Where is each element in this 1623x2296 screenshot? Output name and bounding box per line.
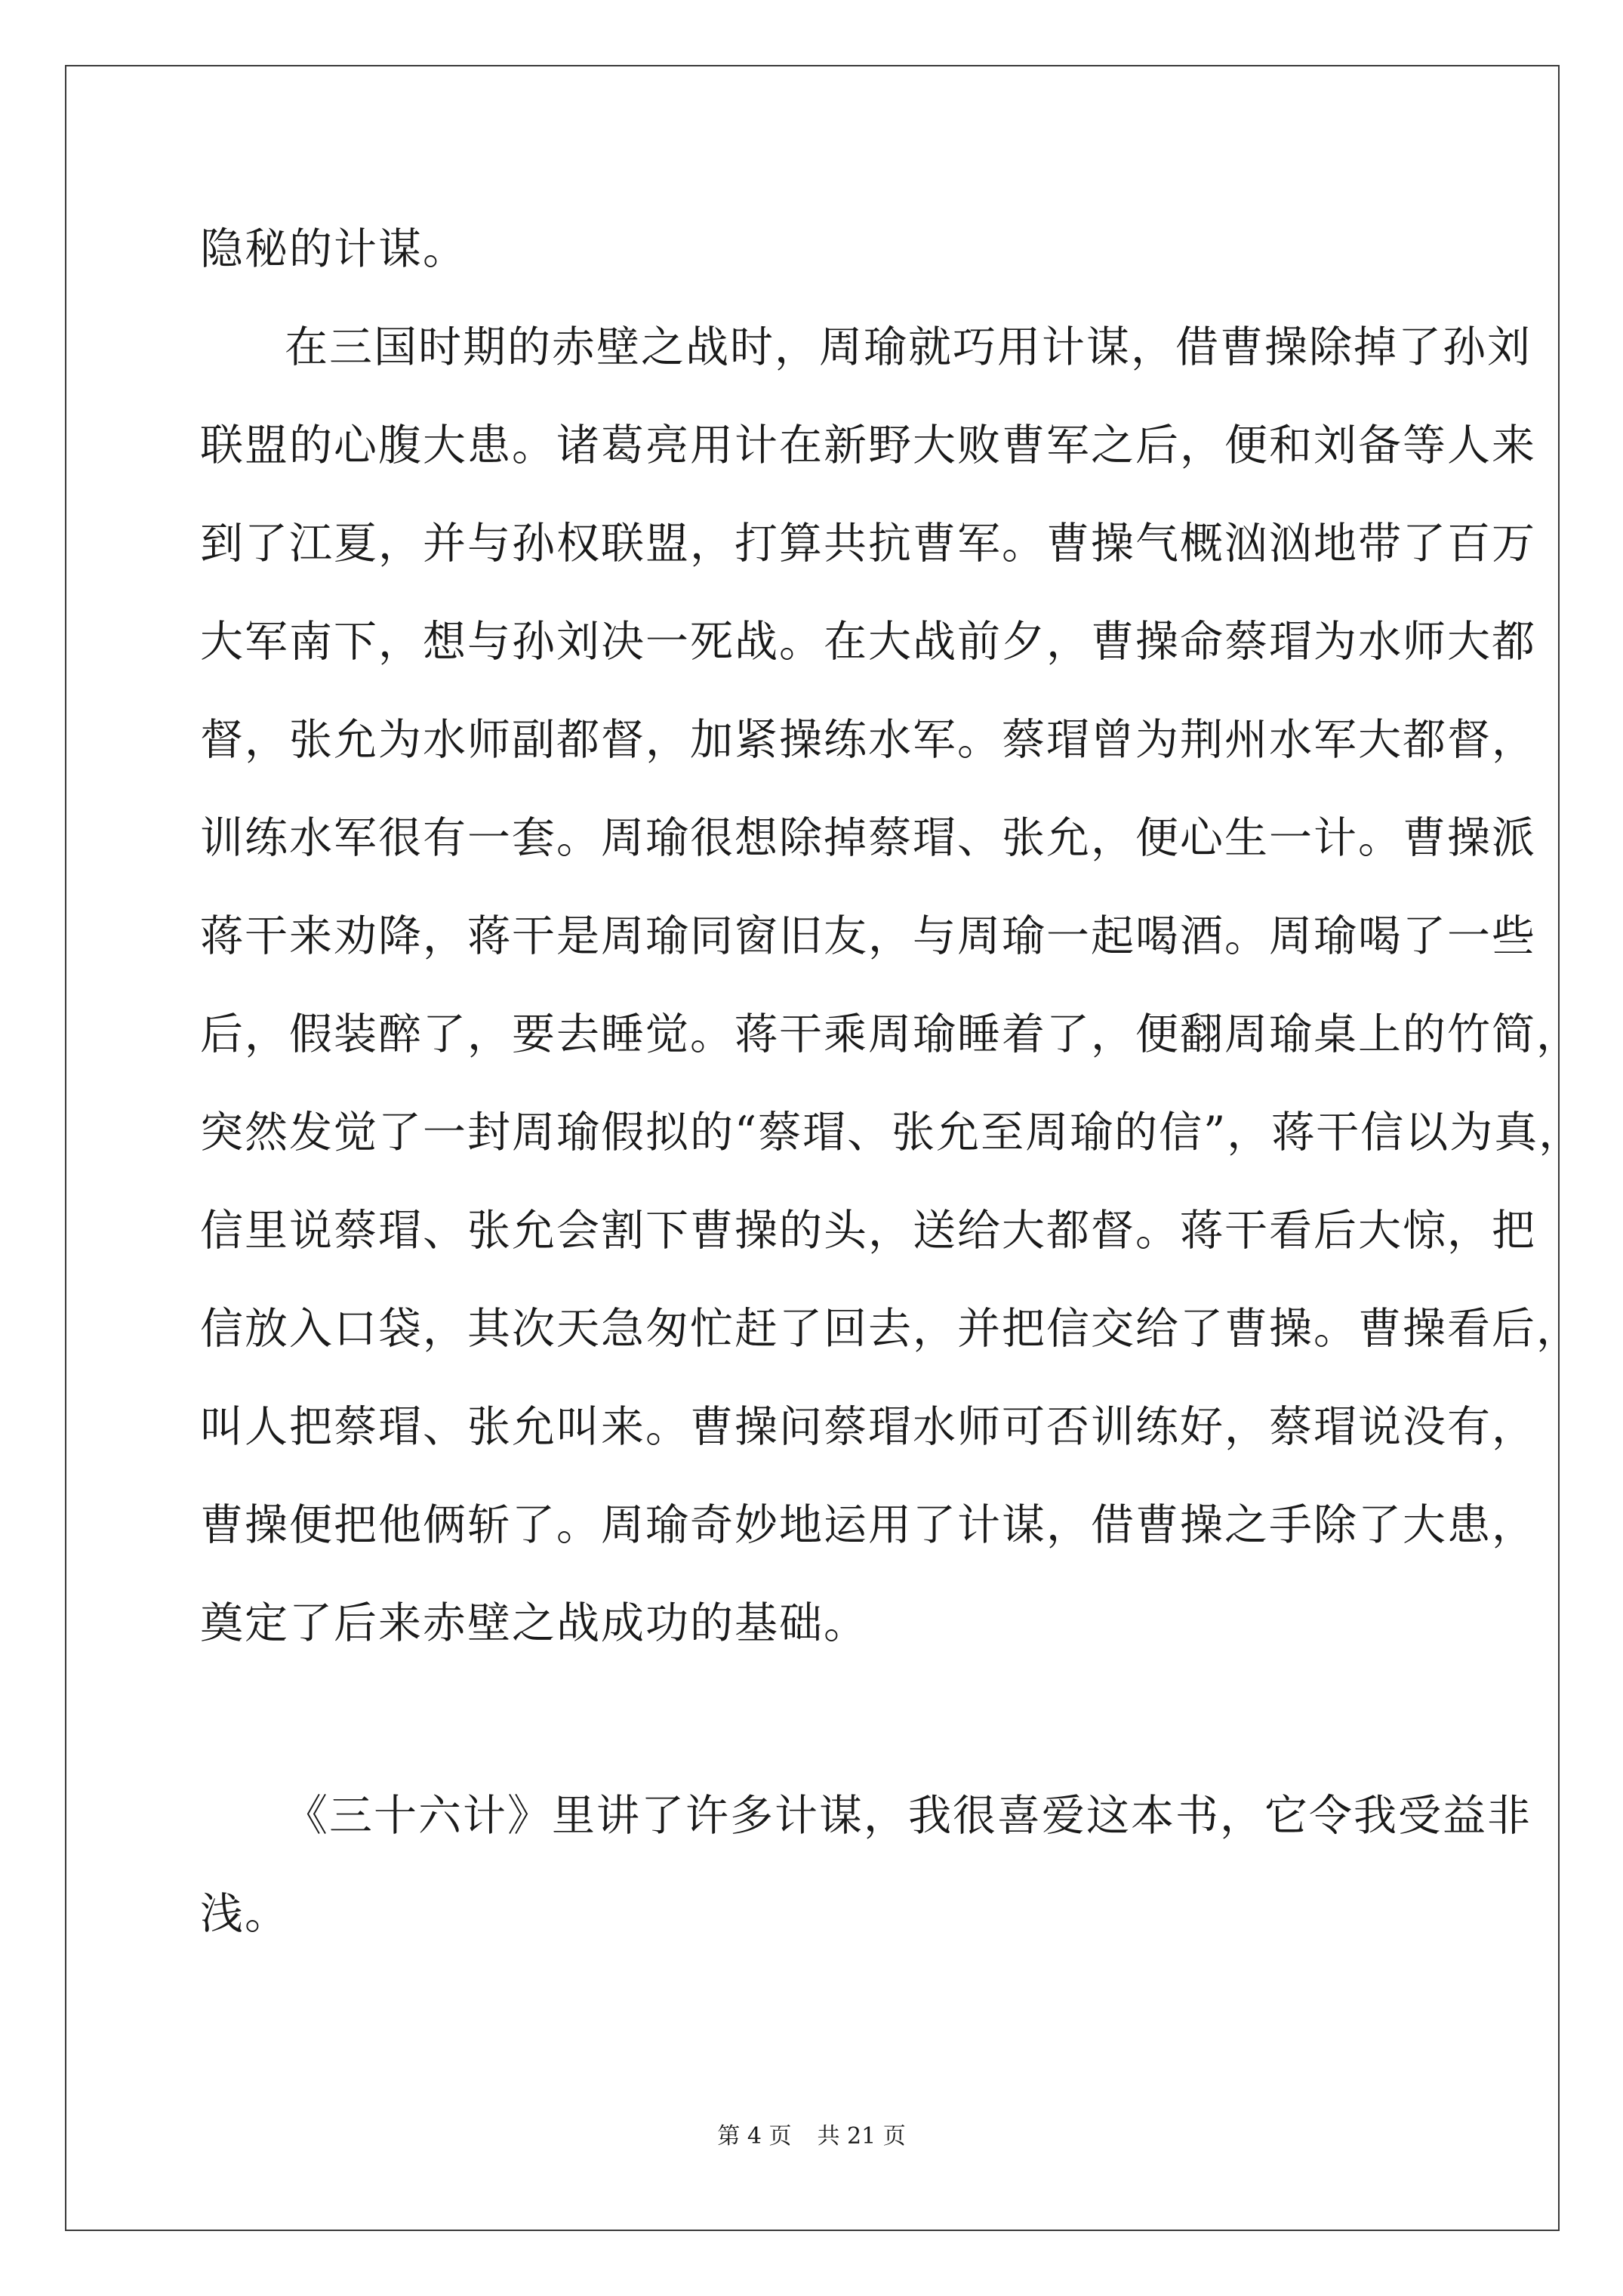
- text-line: 突然发觉了一封周瑜假拟的“蔡瑁、张允至周瑜的信”，蒋干信以为真，: [200, 1108, 1584, 1157]
- page-footer: [0, 2117, 1623, 2150]
- text-line: 督，张允为水师副都督，加紧操练水军。蔡瑁曾为荆州水军大都督，: [200, 715, 1536, 765]
- text-line: 蒋干来劝降，蒋干是周瑜同窗旧友，与周瑜一起喝酒。周瑜喝了一些: [200, 911, 1536, 961]
- text-line: 奠定了后来赤壁之战成功的基础。: [200, 1598, 868, 1648]
- page-number: 第 4 页: [717, 2123, 792, 2150]
- text-line: 到了江夏，并与孙权联盟，打算共抗曹军。曹操气概汹汹地带了百万: [200, 519, 1536, 569]
- text-line: 后，假装醉了，要去睡觉。蒋干乘周瑜睡着了，便翻周瑜桌上的竹简，: [200, 1009, 1581, 1059]
- text-line: 大军南下，想与孙刘决一死战。在大战前夕，曹操命蔡瑁为水师大都: [200, 617, 1536, 667]
- text-line: 隐秘的计谋。: [200, 224, 467, 274]
- paragraph-start-line: 《三十六计》里讲了许多计谋，我很喜爱这本书，它令我受益非: [285, 1791, 1532, 1841]
- text-line: 训练水军很有一套。周瑜很想除掉蔡瑁、张允，便心生一计。曹操派: [200, 813, 1536, 863]
- text-line: 叫人把蔡瑁、张允叫来。曹操问蔡瑁水师可否训练好，蔡瑁说没有，: [200, 1402, 1536, 1452]
- text-line: 信放入口袋，其次天急匆忙赶了回去，并把信交给了曹操。曹操看后，: [200, 1304, 1581, 1354]
- text-line: 信里说蔡瑁、张允会割下曹操的头，送给大都督。蒋干看后大惊，把: [200, 1206, 1536, 1256]
- page-total: 共 21 页: [817, 2123, 906, 2150]
- text-line: 联盟的心腹大患。诸葛亮用计在新野大败曹军之后，便和刘备等人来: [200, 421, 1536, 470]
- paragraph-start-line: 在三国时期的赤壁之战时，周瑜就巧用计谋，借曹操除掉了孙刘: [285, 322, 1532, 372]
- text-line: 曹操便把他俩斩了。周瑜奇妙地运用了计谋，借曹操之手除了大患，: [200, 1500, 1536, 1550]
- text-line: 浅。: [200, 1889, 289, 1939]
